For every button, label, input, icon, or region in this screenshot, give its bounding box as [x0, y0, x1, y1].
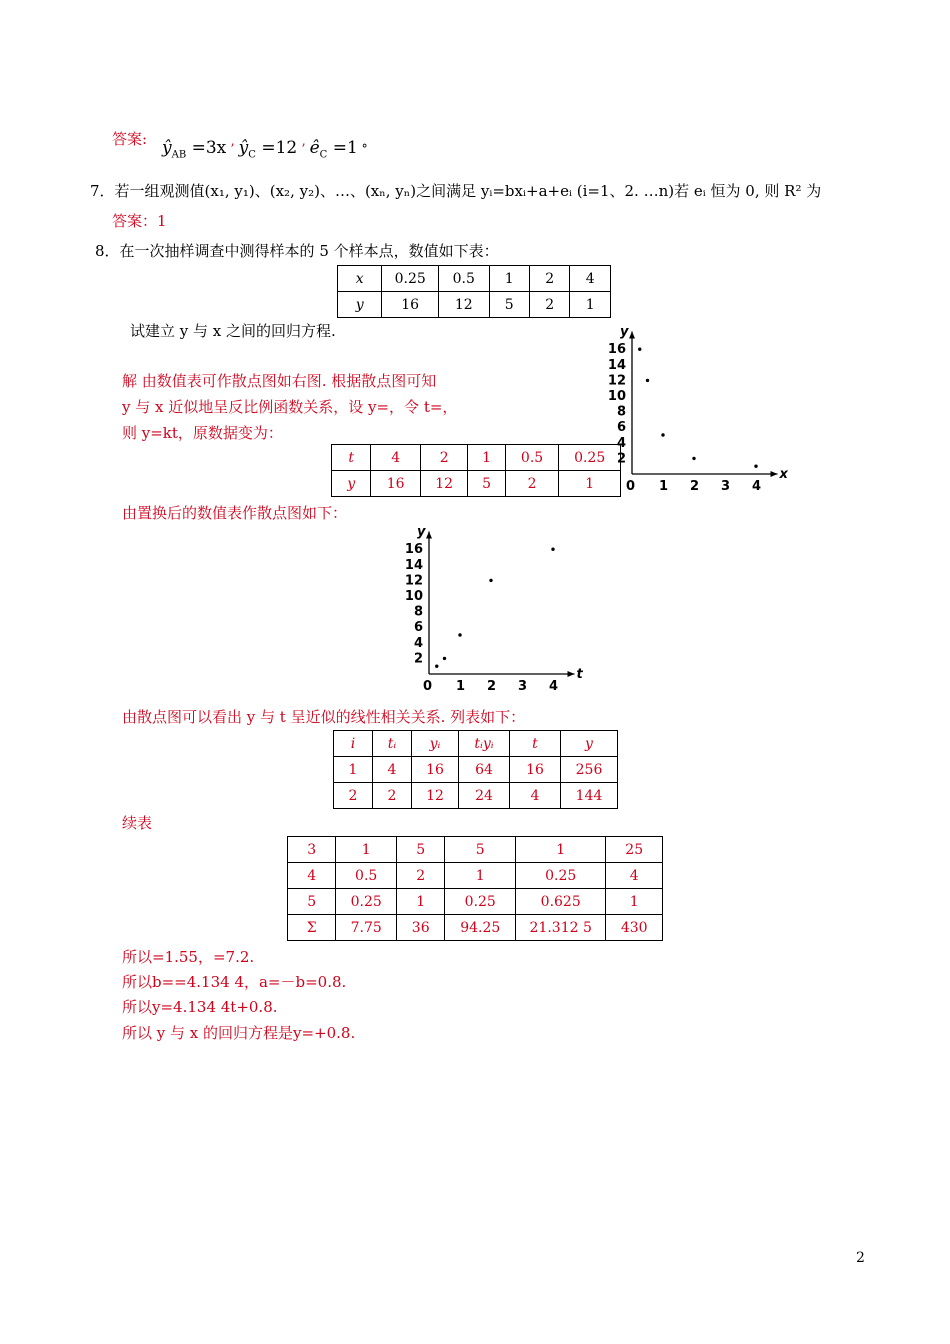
table-cell: 430 [606, 915, 663, 941]
x-tick-label: 1 [456, 679, 466, 694]
table-cell: i [334, 731, 373, 757]
table-cell: 1 [396, 889, 445, 915]
table-cell: 5 [489, 292, 529, 318]
table-cell: 1 [606, 889, 663, 915]
solution-line-5: 由散点图可以看出 y 与 t 呈近似的线性相关关系. 列表如下： [122, 708, 526, 726]
y-tick-label: 6 [413, 620, 423, 636]
data-point [646, 379, 649, 382]
sep-2: ’ [297, 142, 310, 157]
table-cell: 36 [396, 915, 445, 941]
table-cell: 4 [570, 266, 611, 292]
x-axis-arrow [568, 671, 575, 677]
table-cell: 16 [371, 471, 421, 497]
scatter-plot-t-y [395, 526, 585, 696]
y-tick-label: 4 [413, 635, 423, 651]
table-row [338, 266, 611, 292]
table-cell: 0.5 [505, 445, 559, 471]
table-cell: t [332, 445, 371, 471]
table-cell: 2 [529, 266, 569, 292]
data-point [489, 579, 492, 582]
y-tick-label: 2 [616, 451, 626, 467]
table-cell: x [338, 266, 382, 292]
table-row [332, 445, 621, 471]
table-cell: 1 [336, 837, 397, 863]
table-cell: 64 [459, 757, 510, 783]
x-tick-label: 4 [549, 679, 559, 694]
yc-rhs: =12 [255, 138, 298, 158]
data-point [692, 457, 695, 460]
x-tick-label: 1 [659, 479, 669, 494]
question-7-text: 7．若一组观测值(x₁, y₁)、(x₂, y₂)、…、(xₙ, yₙ)之间满足 yᵢ=bxᵢ+a+eᵢ (i=1、2. …n)若 eᵢ 恒为 0, 则 R² 为 [90, 182, 822, 200]
table-cell: y [338, 292, 382, 318]
result-line-4: 所以 y 与 x 的回归方程是y=+0.8. [122, 1024, 356, 1042]
y-tick-label: 4 [616, 435, 626, 451]
x-tick-label: 3 [721, 479, 731, 494]
data-point [443, 657, 446, 660]
sep-1: ’ [226, 142, 239, 157]
table-cell: 5 [445, 837, 516, 863]
data-point [435, 665, 438, 668]
y-tick-label: 2 [413, 651, 423, 667]
y-tick-label: 12 [607, 373, 626, 389]
table-cell: 1 [570, 292, 611, 318]
y-axis-label: y [620, 326, 629, 340]
table-cell: 5 [468, 471, 505, 497]
table-cell: 7.75 [336, 915, 397, 941]
data-point [638, 348, 641, 351]
y-tick-label: 8 [616, 404, 626, 420]
question-8-text: 8．在一次抽样调查中测得样本的 5 个样本点，数值如下表： [95, 242, 499, 260]
table-row [334, 731, 618, 757]
table-row [288, 837, 663, 863]
answer-6-formula [162, 138, 368, 160]
table-row [334, 783, 618, 809]
data-point [458, 633, 461, 636]
question-7-answer: 答案：1 [112, 212, 167, 230]
x-tick-label: 2 [487, 679, 497, 694]
answer-label: 答案: [112, 130, 148, 148]
table-cell: 94.25 [445, 915, 516, 941]
table-cell: t [510, 731, 561, 757]
yc-symbol: ŷ [238, 138, 249, 158]
table-cell: Σ [288, 915, 336, 941]
table-cell: 0.625 [516, 889, 606, 915]
y-tick-label: 16 [607, 342, 626, 358]
x-tick-label: 0 [423, 679, 433, 694]
table-cell: 1 [516, 837, 606, 863]
page-number: 2 [856, 1250, 865, 1266]
data-point [551, 548, 554, 551]
table-cell: 0.25 [516, 863, 606, 889]
y-tick-label: 8 [413, 604, 423, 620]
scatter-plot-x-y [598, 326, 788, 496]
table-row [288, 915, 663, 941]
yab-rhs: =3x [186, 138, 227, 158]
solution-line-4: 由置换后的数值表作散点图如下： [122, 504, 348, 522]
table-cell: 3 [288, 837, 336, 863]
end-mark: ° [357, 142, 368, 156]
table-cell: 4 [288, 863, 336, 889]
result-line-1: 所以=1.55，=7.2. [122, 948, 255, 966]
table-cell: 2 [373, 783, 412, 809]
x-tick-label: 2 [690, 479, 700, 494]
solution-line-2: y 与 x 近似地呈反比例函数关系，设 y=，令 t=， [122, 398, 458, 416]
x-tick-label: 3 [518, 679, 528, 694]
table-cell: 2 [334, 783, 373, 809]
result-line-2: 所以b==4.134 4，a=－b=0.8. [122, 973, 347, 991]
table-cell: 1 [489, 266, 529, 292]
table-row [288, 889, 663, 915]
table-cell: 16 [510, 757, 561, 783]
yab-symbol: ŷ [162, 138, 172, 158]
y-tick-label: 12 [404, 573, 423, 589]
x-tick-label: 4 [752, 479, 762, 494]
x-axis-label: x [779, 467, 788, 482]
ec-sub: C [319, 149, 328, 161]
table-cell: 1 [445, 863, 516, 889]
table-cell: 2 [420, 445, 467, 471]
table-row [334, 757, 618, 783]
table-cell: yᵢ [412, 731, 459, 757]
y-axis-arrow [426, 532, 432, 539]
table-cell: 0.25 [445, 889, 516, 915]
solution-line-1: 解 由数值表可作散点图如右图. 根据散点图可知 [122, 372, 437, 390]
y-tick-label: 14 [607, 357, 626, 373]
data-point [754, 465, 757, 468]
table-cell: 0.25 [336, 889, 397, 915]
table-cell: 5 [288, 889, 336, 915]
table-cell: y [561, 731, 618, 757]
table-cell: 0.25 [382, 266, 439, 292]
table-row [332, 471, 621, 497]
answer-6-line [112, 128, 147, 149]
result-line-3: 所以y=4.134 4t+0.8. [122, 998, 278, 1016]
y-axis-label: y [417, 526, 426, 540]
y-tick-label: 16 [404, 542, 423, 558]
table-cell: 5 [396, 837, 445, 863]
table-cell: 4 [371, 445, 421, 471]
data-table-1 [337, 265, 611, 318]
table-cell: 2 [529, 292, 569, 318]
table-cell: 256 [561, 757, 618, 783]
table-cell: 1 [334, 757, 373, 783]
table-cell: 1 [468, 445, 505, 471]
table-cell: 0.5 [336, 863, 397, 889]
y-tick-label: 10 [607, 389, 626, 404]
table-cell: 12 [412, 783, 459, 809]
y-tick-label: 14 [404, 557, 423, 573]
table-cell: 1 [559, 471, 621, 497]
table-cell: 4 [510, 783, 561, 809]
table-cell: 16 [382, 292, 439, 318]
table-cell: 16 [412, 757, 459, 783]
table-cell: 4 [373, 757, 412, 783]
ec-rhs: =1 [327, 138, 358, 158]
ec-symbol: ê [309, 138, 320, 158]
y-tick-label: 6 [616, 420, 626, 436]
table-cell: 12 [438, 292, 489, 318]
data-table-2 [331, 444, 621, 497]
table-row [288, 863, 663, 889]
y-axis-arrow [629, 332, 635, 339]
table-cell: 2 [505, 471, 559, 497]
table-cell: y [332, 471, 371, 497]
table-cell: 2 [396, 863, 445, 889]
data-table-4 [287, 836, 663, 941]
data-table-3 [333, 730, 618, 809]
question-8-task: 试建立 y 与 x 之间的回归方程. [130, 322, 336, 340]
table-cell: 21.312 5 [516, 915, 606, 941]
continued-table-label: 续表 [122, 814, 153, 832]
x-tick-label: 0 [626, 479, 636, 494]
table-cell: 24 [459, 783, 510, 809]
yc-sub: C [248, 149, 256, 161]
data-point [661, 433, 664, 436]
table-cell: 4 [606, 863, 663, 889]
table-cell: 25 [606, 837, 663, 863]
solution-line-3: 则 y=kt，原数据变为： [122, 424, 283, 442]
table-row [338, 292, 611, 318]
x-axis-label: t [576, 667, 583, 682]
table-cell: tᵢyᵢ [459, 731, 510, 757]
table-cell: 0.5 [438, 266, 489, 292]
table-cell: tᵢ [373, 731, 412, 757]
y-tick-label: 10 [404, 589, 423, 604]
table-cell: 12 [420, 471, 467, 497]
yab-sub: AB [171, 149, 187, 161]
x-axis-arrow [771, 471, 778, 477]
table-cell: 0.25 [559, 445, 621, 471]
table-cell: 144 [561, 783, 618, 809]
